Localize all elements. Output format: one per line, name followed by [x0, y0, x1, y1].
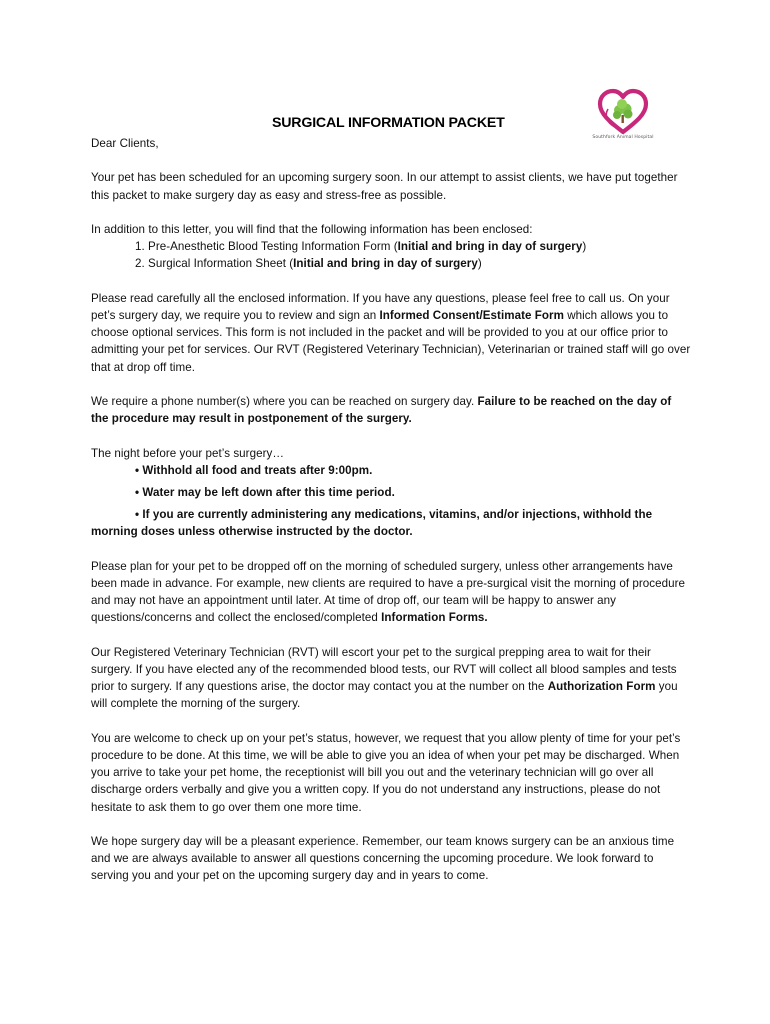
night-bullet: • Water may be left down after this time period. [135, 485, 395, 499]
read-paragraph: Please read carefully all the enclosed information. If you have any questions, please feel free to call us. On your pet’s surgery day, we require you to review and sign an Informed Consent/Estimate Form which allows you to choose optional services. This form is not included in the packet and will be provided to you at our office prior to admitting your pet for services. Our RVT (Registered Veterinary Technician), Veterinarian or trained staff will go over that at drop off time. [91, 291, 691, 374]
dropoff-paragraph: Please plan for your pet to be dropped off on the morning of scheduled surgery, unless other arrangements have been made in advance. For example, new clients are required to have a pre-surgical visit the morning of procedure and may not have an appointment until later. At time of drop off, our team will be happy to answer any questions/concerns and collect the enclosed/completed Information Forms. [91, 559, 686, 625]
closing-paragraph: We hope surgery day will be a pleasant experience. Remember, our team knows surgery can be an anxious time and we are always available to answer all questions concerning the upcoming procedure. We look forward to serving you and your pet on the upcoming surgery day and in years to come. [91, 834, 675, 883]
logo-text: Southfork Animal Hospital [592, 135, 654, 140]
night-lead: The night before your pet’s surgery… [91, 446, 284, 460]
intro-paragraph: Your pet has been scheduled for an upcoming surgery soon. In our attempt to assist clients, we have put together this packet to make surgery day as easy and stress-free as possible. [91, 171, 678, 202]
page-title: SURGICAL INFORMATION PACKET [272, 115, 505, 131]
enclosed-item: 1. Pre-Anesthetic Blood Testing Information Form (Initial and bring in day of surgery) [135, 240, 587, 254]
heart-tree-icon [590, 88, 656, 138]
enclosed-item: 2. Surgical Information Sheet (Initial and bring in day of surgery) [135, 257, 482, 271]
night-bullet: • If you are currently administering any medications, vitamins, and/or injections, withhold the morning doses unless otherwise instructed by the doctor. [91, 508, 653, 539]
phone-paragraph: We require a phone number(s) where you can be reached on surgery day. Failure to be reached on the day of the procedure may result in postponement of the surgery. [91, 394, 672, 426]
night-bullet: • Withhold all food and treats after 9:00pm. [135, 463, 373, 477]
enclosed-lead: In addition to this letter, you will find that the following information has been enclosed: [91, 222, 533, 236]
greeting: Dear Clients, [91, 137, 159, 150]
rvt-paragraph: Our Registered Veterinary Technician (RVT) will escort your pet to the surgical prepping area to wait for their surgery. If you have elected any of the recommended blood tests, our RVT will collect all blood samples and tests prior to surgery. If any questions arise, the doctor may contact you at the number on the Authorization Form you will complete the morning of the surgery. [91, 645, 678, 711]
checkup-paragraph: You are welcome to check up on your pet’s status, however, we request that you allow plenty of time for your pet’s procedure to be done. At this time, we will be able to give you an idea of when your pet may be discharged. When you arrive to take your pet home, the receptionist will bill you out and the veterinary technician will go over all discharge orders verbally and give you a written copy. If you do not understand any instructions, please do not hesitate to ask them to go over them one more time. [91, 731, 681, 814]
letter-body [91, 135, 691, 885]
